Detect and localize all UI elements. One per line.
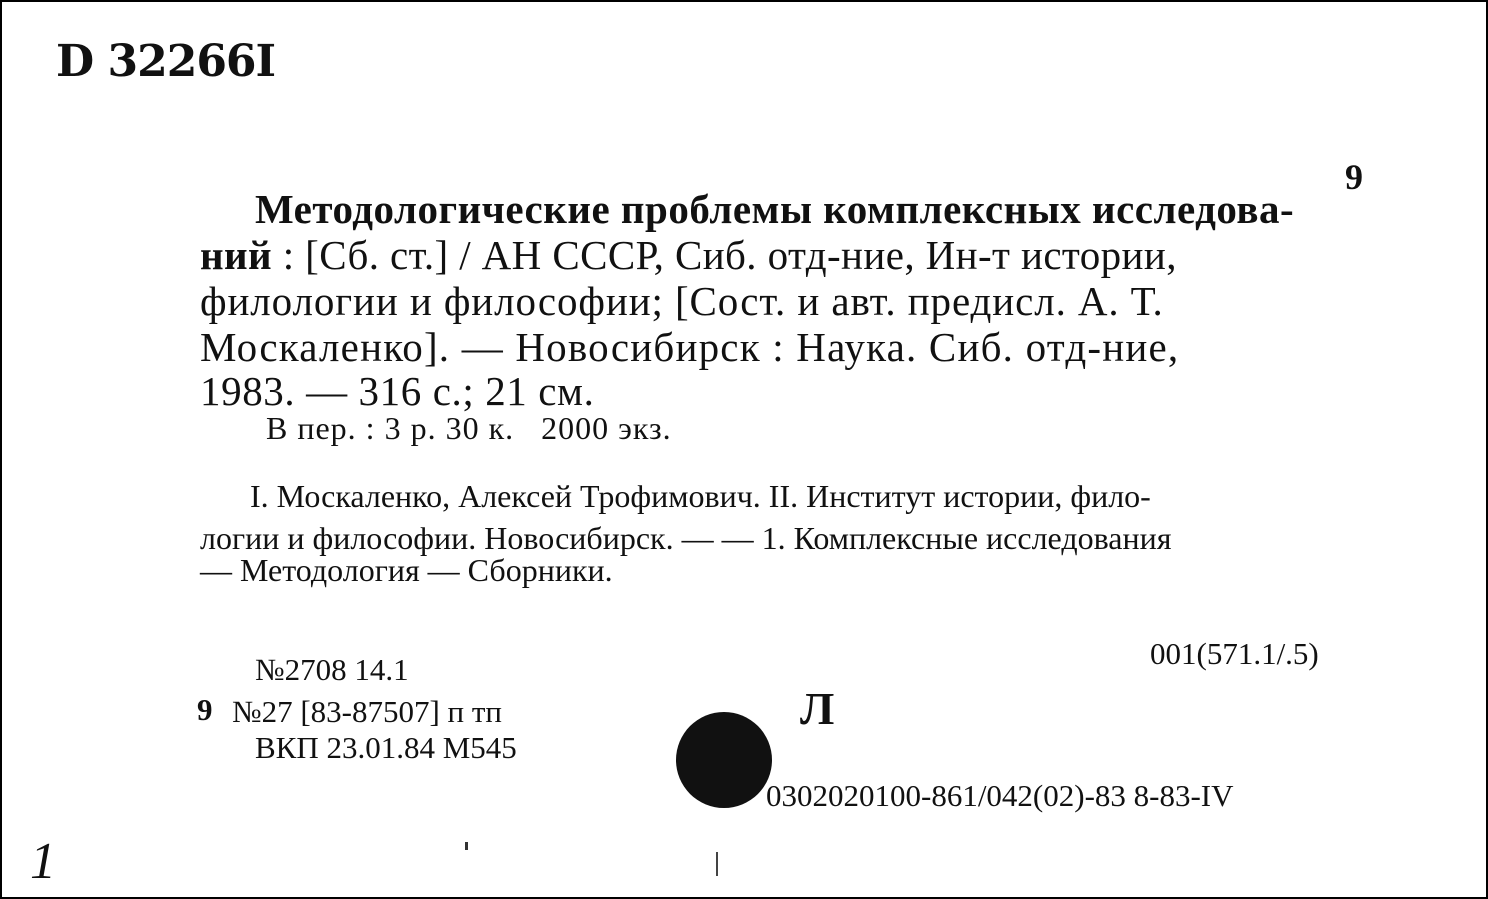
udc-index: 001(571.1/.5) (1150, 636, 1319, 671)
order-prefix: 9 (197, 692, 213, 727)
shelfmark: D 32266I (56, 36, 276, 87)
speck-1 (465, 842, 468, 850)
description-line-2 (200, 232, 1177, 278)
punch-hole (676, 712, 772, 808)
order-line: №27 [83-87507] п тп (232, 694, 503, 729)
tracing-line-3: — Методология — Сборники. (200, 552, 613, 588)
title-bold-continuation: ний (200, 232, 273, 278)
description-line-4: Москаленко]. — Новосибирск : Наука. Сиб. отд-ние, (200, 324, 1180, 370)
price-line: В пер. : 3 р. 30 к. 2000 экз. (266, 410, 672, 446)
page-number: 9 (1345, 157, 1363, 197)
description-line-5: 1983. — 316 с.; 21 см. (200, 368, 595, 414)
description-rest: : [Сб. ст.] / АН СССР, Сиб. отд-ние, Ин-т истории, (272, 232, 1177, 278)
corner-mark: 1 (30, 833, 56, 890)
description-line-3: филологии и философии; [Сост. и авт. предисл. А. Т. (200, 278, 1164, 324)
title-bold: Методологические проблемы комплексных исследова- (255, 186, 1295, 232)
vkp-line: ВКП 23.01.84 М545 (255, 730, 517, 765)
speck-2 (716, 852, 718, 876)
classification-code: 0302020100-861/042(02)-83 8-83-IV (766, 778, 1234, 813)
title-line-1 (255, 186, 1294, 232)
tracing-line-2: логии и философии. Новосибирск. — — 1. Комплексные исследования (200, 520, 1172, 556)
num-line: №2708 14.1 (255, 652, 409, 687)
tracing-line-1: I. Москаленко, Алексей Трофимович. II. Институт истории, фило- (250, 478, 1151, 514)
library-mark: Л (800, 683, 835, 734)
